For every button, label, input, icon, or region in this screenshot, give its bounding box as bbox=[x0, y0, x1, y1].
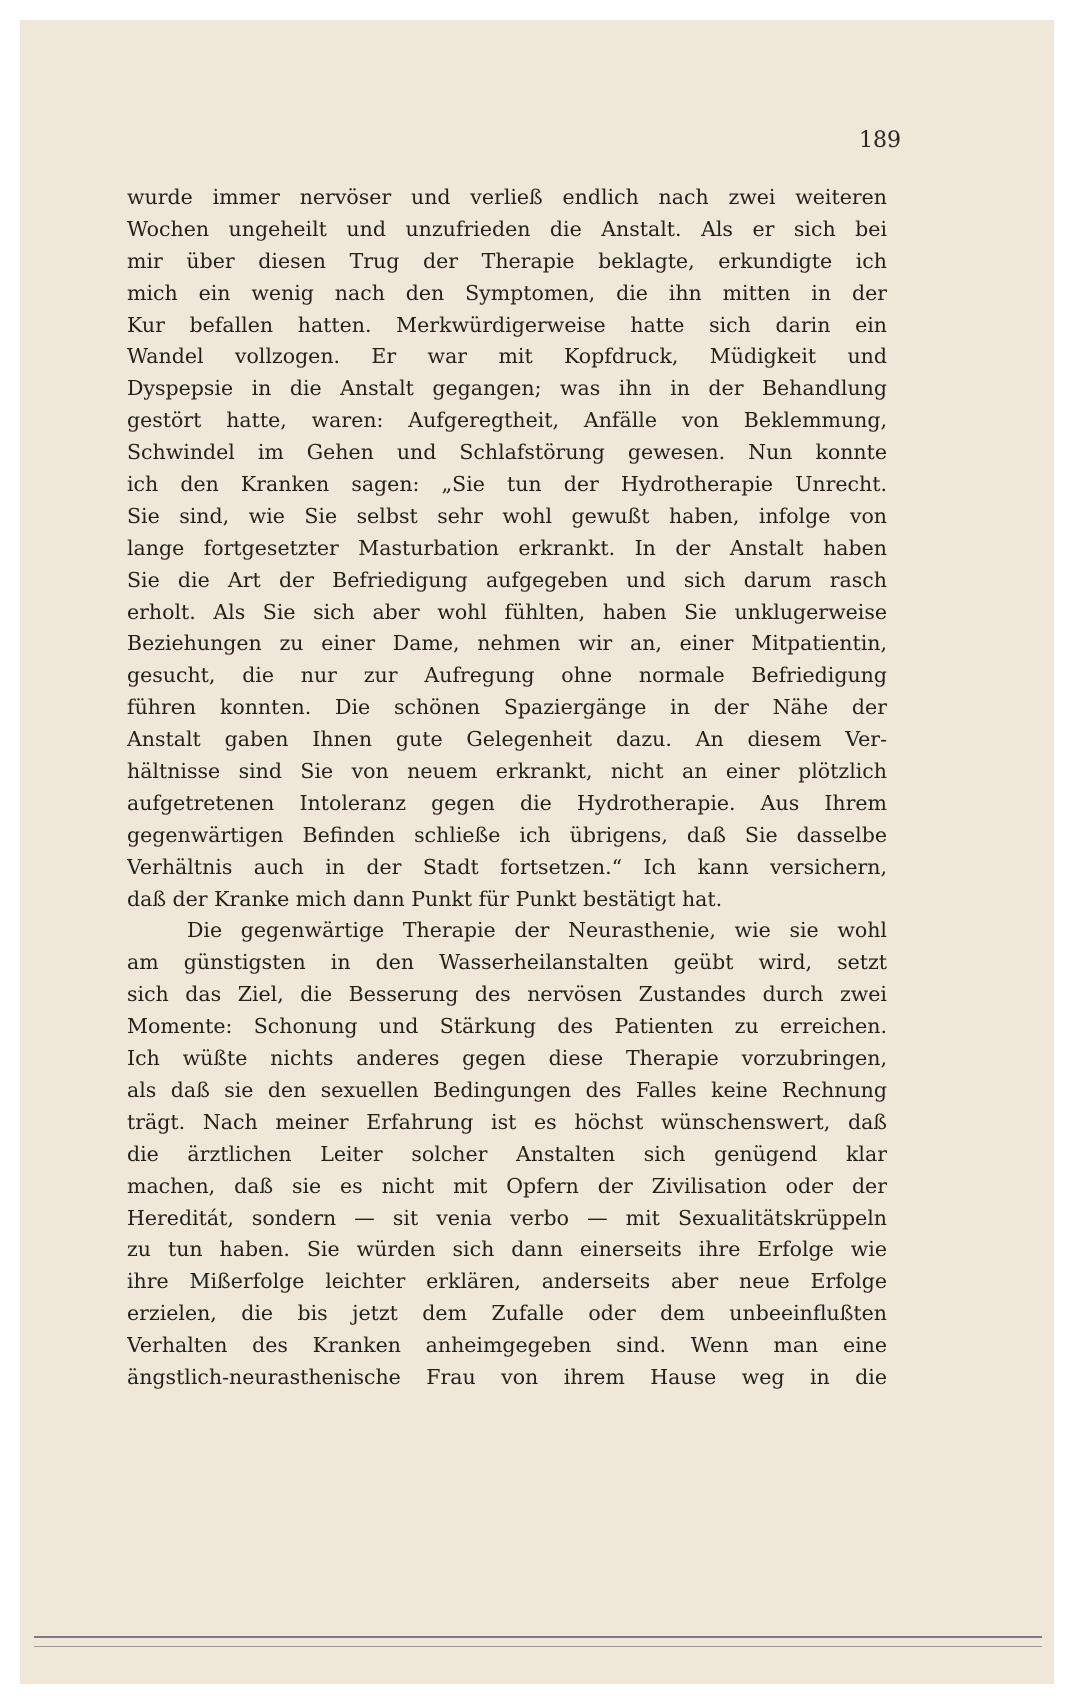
book-page bbox=[20, 20, 1054, 1684]
text-line: Hereditát, sondern — sit venia verbo — mit Sexualitätskrüppeln bbox=[127, 1205, 887, 1230]
text-line: Verhältnis auch in der Stadt fortsetzen.“ Ich kann versichern, bbox=[127, 854, 887, 879]
page-number: 189 bbox=[859, 128, 901, 153]
paragraph-start-line: Die gegenwärtige Therapie der Neurasthenie, wie sie wohl bbox=[187, 918, 887, 943]
text-line: Kur befallen hatten. Merkwürdigerweise hatte sich darin ein bbox=[127, 312, 887, 337]
text-line: wurde immer nervöser und verließ endlich nach zwei weiteren bbox=[127, 185, 887, 209]
text-line: ängstlich-neurasthenische Frau von ihrem Hause weg in die bbox=[127, 1364, 887, 1389]
text-line: hältnisse sind Sie von neuem erkrankt, nicht an einer plötzlich bbox=[127, 759, 887, 784]
text-line: machen, daß sie es nicht mit Opfern der Zivilisation oder der bbox=[127, 1173, 887, 1198]
text-line: Anstalt gaben Ihnen gute Gelegenheit dazu. An diesem Ver- bbox=[127, 727, 887, 752]
text-line: mir über diesen Trug der Therapie beklagte, erkundigte ich bbox=[127, 248, 887, 273]
text-line: erzielen, die bis jetzt dem Zufalle oder dem unbeeinflußten bbox=[127, 1301, 887, 1326]
text-line: Schwindel im Gehen und Schlafstörung gewesen. Nun konnte bbox=[127, 440, 887, 465]
text-line: die ärztlichen Leiter solcher Anstalten sich genügend klar bbox=[127, 1141, 887, 1166]
scan-edge-line bbox=[34, 1636, 1042, 1638]
text-line: lange fortgesetzter Masturbation erkrankt. In der Anstalt haben bbox=[127, 535, 887, 560]
text-line: Momente: Schonung und Stärkung des Patienten zu erreichen. bbox=[127, 1014, 887, 1039]
text-line: führen konnten. Die schönen Spaziergänge in der Nähe der bbox=[127, 695, 887, 720]
text-line: Sie sind, wie Sie selbst sehr wohl gewußt haben, infolge von bbox=[127, 503, 887, 528]
text-line: am günstigsten in den Wasserheilanstalten geübt wird, setzt bbox=[127, 950, 887, 975]
text-line: Wandel vollzogen. Er war mit Kopfdruck, Müdigkeit und bbox=[127, 344, 887, 369]
body-text bbox=[127, 182, 887, 1394]
text-line: ich den Kranken sagen: „Sie tun der Hydrotherapie Unrecht. bbox=[127, 472, 887, 497]
text-line: Sie die Art der Befriedigung aufgegeben und sich darum rasch bbox=[127, 567, 887, 592]
text-line: Dyspepsie in die Anstalt gegangen; was ihn in der Behandlung bbox=[127, 376, 887, 401]
text-line: Verhalten des Kranken anheimgegeben sind. Wenn man eine bbox=[127, 1333, 887, 1358]
text-line: gegenwärtigen Befinden schließe ich übrigens, daß Sie dasselbe bbox=[127, 822, 887, 847]
text-line: ihre Mißerfolge leichter erklären, anderseits aber neue Erfolge bbox=[127, 1269, 887, 1294]
text-line: trägt. Nach meiner Erfahrung ist es höchst wünschenswert, daß bbox=[127, 1109, 887, 1134]
text-line: als daß sie den sexuellen Bedingungen des Falles keine Rechnung bbox=[127, 1077, 887, 1102]
text-line: Ich wüßte nichts anderes gegen diese Therapie vorzubringen, bbox=[127, 1046, 887, 1071]
paragraph-end-line: daß der Kranke mich dann Punkt für Punkt bestätigt hat. bbox=[127, 886, 723, 911]
text-line: mich ein wenig nach den Symptomen, die ihn mitten in der bbox=[127, 280, 887, 305]
text-line: Beziehungen zu einer Dame, nehmen wir an, einer Mitpatientin, bbox=[127, 631, 887, 656]
text-line: erholt. Als Sie sich aber wohl fühlten, haben Sie unklugerweise bbox=[127, 599, 887, 624]
text-line: gestört hatte, waren: Aufgeregtheit, Anfälle von Beklemmung, bbox=[127, 408, 887, 433]
text-line: gesucht, die nur zur Aufregung ohne normale Befriedigung bbox=[127, 663, 887, 688]
text-line: aufgetretenen Intoleranz gegen die Hydrotherapie. Aus Ihrem bbox=[127, 790, 887, 815]
text-line: zu tun haben. Sie würden sich dann einerseits ihre Erfolge wie bbox=[127, 1237, 887, 1262]
scan-edge-line bbox=[34, 1646, 1042, 1647]
text-line: sich das Ziel, die Besserung des nervösen Zustandes durch zwei bbox=[127, 982, 887, 1007]
text-line: Wochen ungeheilt und unzufrieden die Anstalt. Als er sich bei bbox=[127, 216, 887, 241]
